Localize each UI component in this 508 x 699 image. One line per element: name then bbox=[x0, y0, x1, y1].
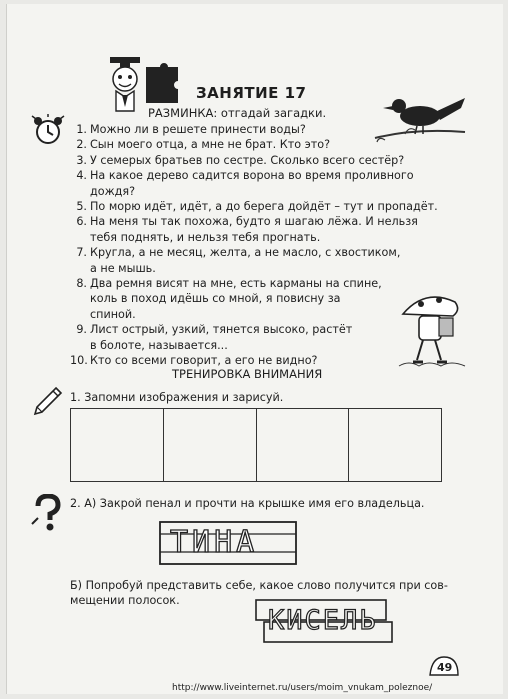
riddle-line: По морю идёт, идёт, а до берега дойдёт – тут и пропадёт. bbox=[90, 200, 438, 214]
riddle-number: 2. bbox=[76, 138, 87, 152]
drawing-cell[interactable] bbox=[71, 409, 164, 481]
drawing-grid bbox=[70, 408, 442, 482]
lesson-title: ЗАНЯТИЕ 17 bbox=[196, 84, 307, 102]
pencil-icon bbox=[32, 385, 64, 417]
riddle-item bbox=[70, 245, 455, 276]
riddle-line: На какое дерево садится ворона во время проливного bbox=[90, 169, 414, 183]
task-2a-text: 2. А) Закрой пенал и прочти на крышке имя его владельца. bbox=[70, 497, 425, 510]
attention-heading: ТРЕНИРОВКА ВНИМАНИЯ bbox=[172, 367, 323, 381]
riddle-number: 6. bbox=[76, 215, 87, 229]
task-1-text: 1. Запомни изображения и зарисуй. bbox=[70, 391, 284, 404]
riddle-number: 8. bbox=[76, 277, 87, 291]
riddle-item bbox=[70, 122, 455, 137]
page-number-text: 49 bbox=[437, 661, 453, 674]
riddle-number: 9. bbox=[76, 323, 87, 337]
riddle-line: Кругла, а не месяц, желта, а не масло, с хвостиком, bbox=[90, 246, 401, 260]
bleed-through-text bbox=[60, 62, 63, 73]
riddle-item bbox=[70, 214, 455, 245]
riddle-line: Два ремня висят на мне, есть карманы на спине, bbox=[90, 277, 382, 291]
task-2b-line2: мещении полосок. bbox=[70, 594, 180, 607]
riddle-line: Кто со всеми говорит, а его не видно? bbox=[90, 354, 318, 368]
riddle-line: Можно ли в решете принести воды? bbox=[90, 123, 306, 136]
riddle-number: 4. bbox=[76, 169, 87, 183]
riddle-line: а не мышь. bbox=[90, 261, 156, 275]
riddle-item bbox=[70, 168, 455, 199]
riddle-number: 5. bbox=[76, 200, 87, 214]
riddle-line: спиной. bbox=[90, 307, 136, 321]
riddle-number: 1. bbox=[76, 123, 87, 136]
riddle-number: 7. bbox=[76, 246, 87, 260]
pencil-case-word: ТИНА bbox=[170, 525, 259, 560]
riddle-line: У семерых братьев по сестре. Сколько всего сестёр? bbox=[90, 153, 405, 167]
source-url[interactable]: http://www.liveinternet.ru/users/moim_vnukam_poleznoe/ bbox=[172, 683, 433, 693]
riddle-line: коль в поход идёшь со мной, я повисну за bbox=[90, 292, 341, 306]
question-mark-icon bbox=[30, 494, 64, 532]
riddle-line: На меня ты так похожа, будто я шагаю лёжа. И нельзя bbox=[90, 215, 418, 229]
riddle-line: в болоте, называется... bbox=[90, 338, 228, 352]
drawing-cell[interactable] bbox=[164, 409, 257, 481]
riddle-line: Сын моего отца, а мне не брат. Кто это? bbox=[90, 138, 331, 152]
hiking-mushroom-icon bbox=[395, 288, 470, 368]
strips-word: КИСЕЛЬ bbox=[268, 605, 378, 636]
pencil-case-puzzle bbox=[158, 518, 298, 568]
alarm-clock-icon bbox=[30, 112, 66, 148]
riddle-item bbox=[70, 137, 455, 152]
drawing-cell[interactable] bbox=[349, 409, 441, 481]
task-2b-line1: Б) Попробуй представить себе, какое слово получится при сов- bbox=[70, 579, 448, 592]
teacher-mascot-icon bbox=[96, 55, 182, 113]
warmup-heading: РАЗМИНКА: отгадай загадки. bbox=[148, 106, 327, 120]
riddle-item bbox=[70, 199, 455, 214]
riddle-number: 10. bbox=[70, 354, 88, 368]
drawing-cell[interactable] bbox=[257, 409, 350, 481]
riddle-number: 3. bbox=[76, 153, 87, 167]
riddle-item bbox=[70, 153, 455, 168]
riddle-line: дождя? bbox=[90, 184, 136, 198]
strips-puzzle bbox=[254, 598, 394, 646]
riddle-line: тебя поднять, и нельзя тебя прогнать. bbox=[90, 230, 321, 244]
page-number bbox=[428, 655, 460, 677]
riddle-line: Лист острый, узкий, тянется высоко, растёт bbox=[90, 323, 353, 337]
